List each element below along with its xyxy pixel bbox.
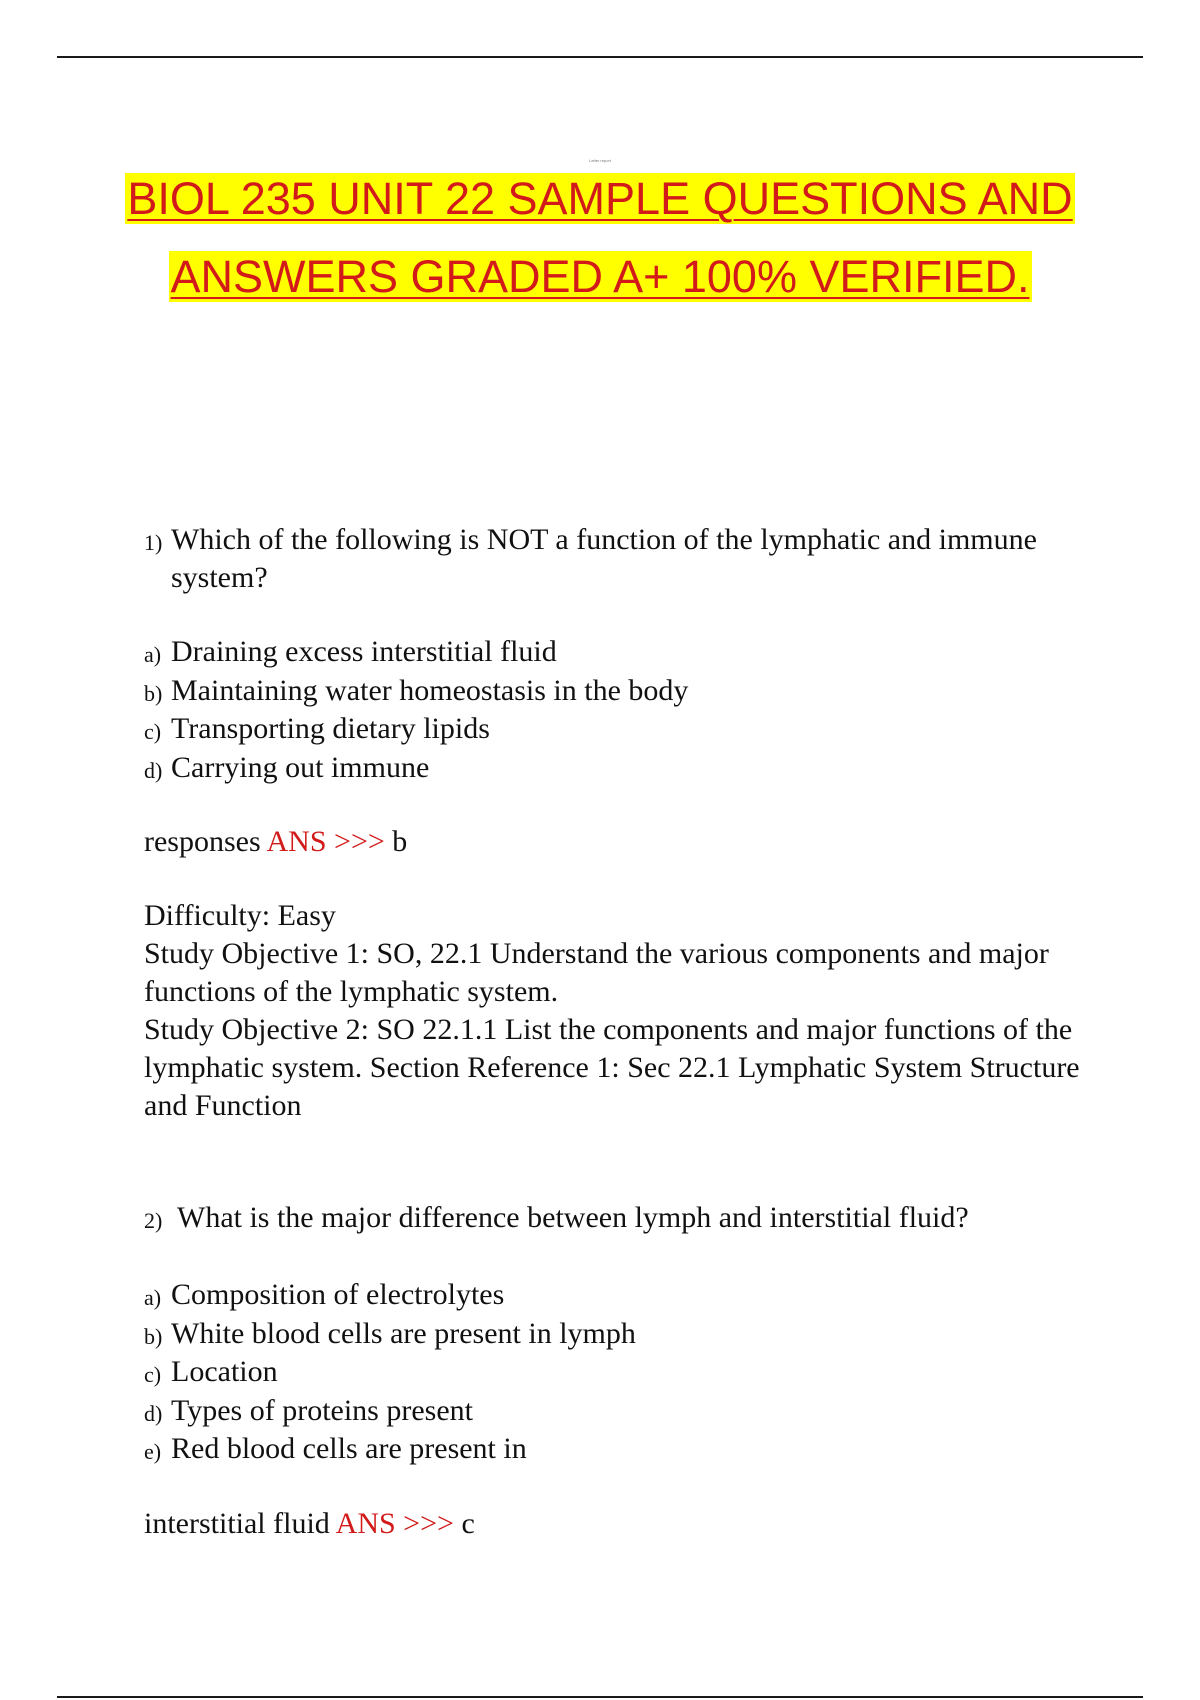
option-letter: b): [144, 680, 163, 706]
option-c: [144, 710, 1094, 749]
option-a: [144, 1276, 1094, 1315]
answer-label: ANS >>>: [266, 825, 385, 858]
title-line-1-text: BIOL 235 UNIT 22 SAMPLE QUESTIONS AND: [127, 173, 1073, 224]
answer-value: b: [392, 825, 408, 858]
question-number: 1): [144, 530, 163, 555]
option-letter: d): [144, 1400, 163, 1426]
title-line-1: [0, 160, 1200, 238]
option-text: Draining excess interstitial fluid: [171, 635, 557, 668]
difficulty: Difficulty: Easy: [144, 899, 336, 932]
header-mark: Letter report: [589, 158, 611, 163]
option-letter: e): [144, 1439, 162, 1464]
option-text: Transporting dietary lipids: [171, 712, 490, 745]
option-b: [144, 672, 1094, 711]
option-text: Location: [171, 1355, 278, 1388]
answer-label: ANS >>>: [335, 1506, 454, 1540]
answer-prefix: interstitial fluid: [144, 1506, 330, 1540]
question-1: [144, 521, 1094, 597]
question-2: [144, 1199, 1094, 1240]
top-divider: [57, 56, 1143, 58]
option-e: [144, 1430, 1094, 1469]
answer-value: c: [461, 1506, 475, 1540]
option-text: Red blood cells are present in: [171, 1432, 527, 1465]
option-letter: a): [144, 1285, 162, 1310]
title-line-2: [0, 238, 1200, 316]
option-letter: c): [144, 1362, 162, 1387]
question-1-answer: [144, 823, 1094, 861]
option-b: [144, 1315, 1094, 1354]
option-d: [144, 749, 1094, 788]
document-title: [0, 160, 1200, 316]
bottom-divider: [57, 1696, 1143, 1698]
option-c: [144, 1353, 1094, 1392]
option-text: Maintaining water homeostasis in the body: [171, 673, 689, 707]
option-letter: d): [144, 757, 163, 783]
option-text: Composition of electrolytes: [171, 1278, 505, 1311]
answer-prefix: responses: [144, 825, 261, 858]
option-letter: a): [144, 642, 162, 667]
option-text: White blood cells are present in lymph: [171, 1316, 636, 1350]
option-text: Types of proteins present: [171, 1393, 473, 1427]
question-number: 2): [144, 1208, 163, 1233]
option-text: Carrying out immune: [171, 750, 430, 784]
spacer: [144, 1125, 1094, 1199]
question-1-options: [144, 633, 1094, 787]
study-objective-1: Study Objective 1: SO, 22.1 Understand the various components and major functions of the lymphatic system.: [144, 937, 1049, 1008]
option-a: [144, 633, 1094, 672]
question-text: Which of the following is NOT a function of the lymphatic and immune system?: [171, 523, 1037, 594]
study-objective-2: Study Objective 2: SO 22.1.1 List the components and major functions of the lymphatic system. Section Reference 1: Sec 22.1 Lymphatic System Structure and Function: [144, 1013, 1080, 1122]
option-letter: b): [144, 1323, 163, 1349]
option-letter: c): [144, 719, 162, 744]
option-d: [144, 1392, 1094, 1431]
question-2-options: [144, 1276, 1094, 1469]
title-line-2-text: ANSWERS GRADED A+ 100% VERIFIED.: [170, 251, 1030, 302]
question-2-answer: [144, 1505, 1094, 1543]
question-1-metadata: [144, 897, 1094, 1125]
question-text: What is the major difference between lymph and interstitial fluid?: [177, 1201, 969, 1234]
questions-content: [144, 521, 1094, 1543]
